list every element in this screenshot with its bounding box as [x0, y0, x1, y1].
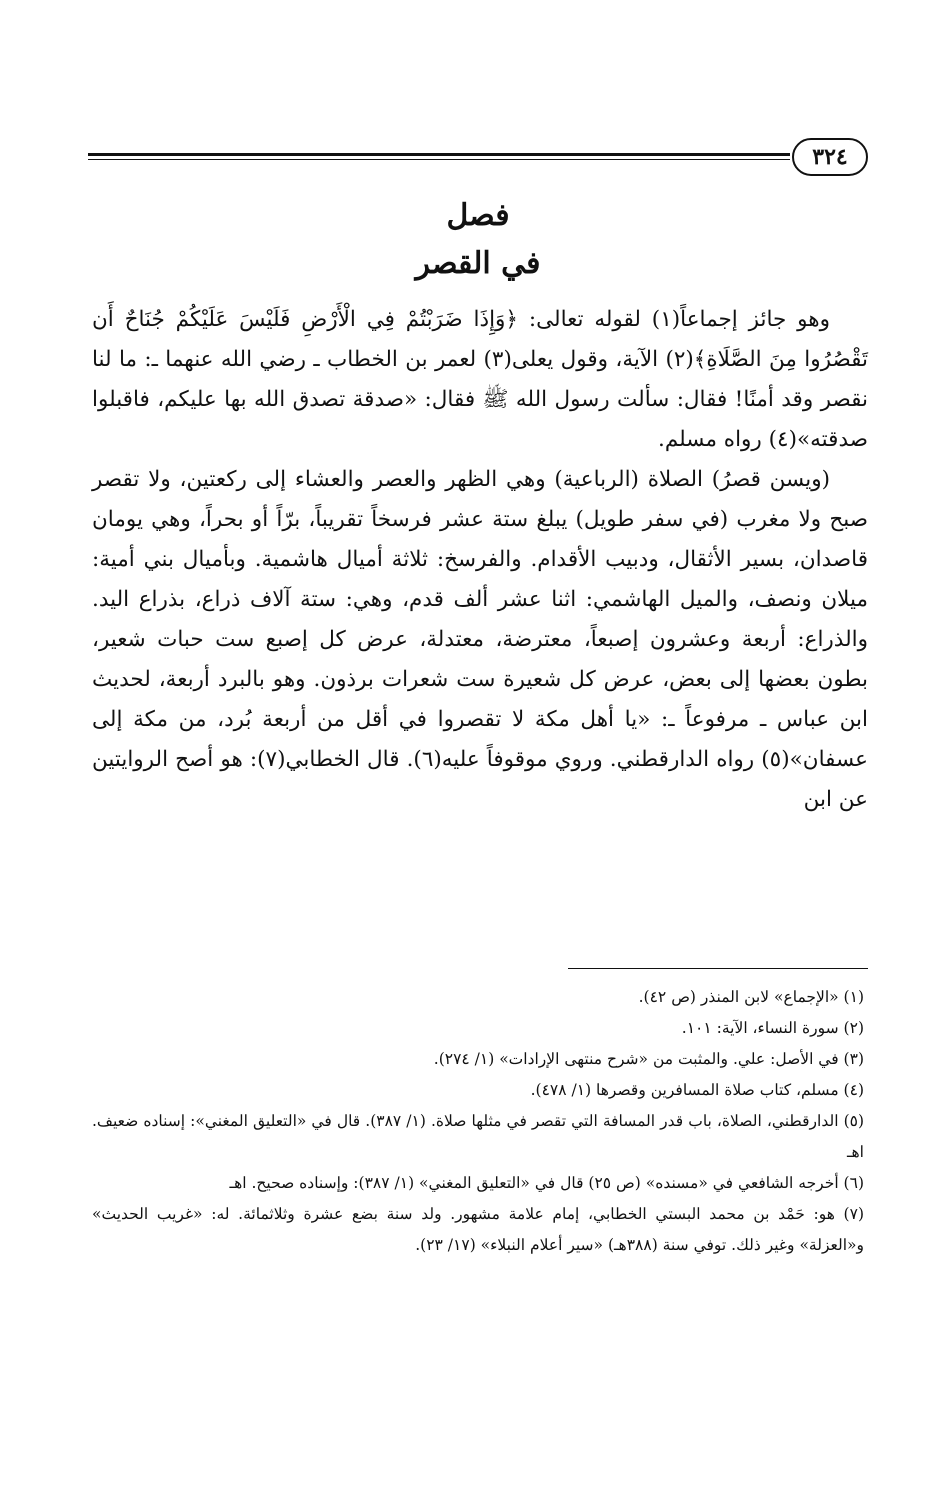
section-title: فصل: [446, 198, 510, 233]
footnote: (١) «الإجماع» لابن المنذر (ص ٤٢).: [638, 988, 864, 1006]
footnote: (٣) في الأصل: علي. والمثبت من «شرح منتهى الإرادات» (١/ ٢٧٤).: [433, 1050, 864, 1068]
footnote: (٧) هو: حَمْد بن محمد البستي الخطابي، إمام علامة مشهور. ولد سنة بضع عشرة وثلاثمائة. له: «غريب الحديث» و«العزلة» وغير ذلك. توفي سنة (٣٨٨هـ) «سير أعلام النبلاء» (١٧/ ٢٣).: [92, 1205, 864, 1254]
header-rule: [88, 153, 790, 156]
footnote: (٢) سورة النساء، الآية: ١٠١.: [681, 1019, 864, 1037]
paragraph: وهو جائز إجماعاً(١) لقوله تعالى: ﴿وَإِذَا ضَرَبْتُمْ فِي الْأَرْضِ فَلَيْسَ عَلَيْكُمْ جُنَاحٌ أَن تَقْصُرُوا مِنَ الصَّلَاةِ﴾(٢) الآية، وقول يعلى(٣) لعمر بن الخطاب ـ رضي الله عنهما ـ: ما لنا نقصر وقد أمنًا! فقال: سألت رسول الله ﷺ فقال: «صدقة تصدق الله بها عليكم، فاقبلوا صدقته»(٤) رواه مسلم.: [92, 307, 868, 452]
footnote: (٤) مسلم، كتاب صلاة المسافرين وقصرها (١/ ٤٧٨).: [530, 1081, 864, 1099]
footnotes: [92, 982, 868, 1261]
footnote: (٦) أخرجه الشافعي في «مسنده» (ص ٢٥) قال في «التعليق المغني» (١/ ٣٨٧): وإسناده صحيح. اهـ: [229, 1174, 864, 1192]
section-subtitle: في القصر: [415, 246, 541, 281]
paragraph: (ويسن قصرُ) الصلاة (الرباعية) وهي الظهر والعصر والعشاء إلى ركعتين، ولا تقصر صبح ولا مغرب (في سفر طويل) يبلغ ستة عشر فرسخاً تقريباً، برّاً أو بحراً، وهي يومان قاصدان، بسير الأثقال، ودبيب الأقدام. والفرسخ: ثلاثة أميال هاشمية. وبأميال بني أمية: ميلان ونصف، والميل الهاشمي: اثنا عشر ألف قدم، وهي: ستة آلاف ذراع، بذراع اليد. والذراع: أربعة وعشرون إصبعاً، معترضة، معتدلة، عرض كل إصبع ست حبات شعير، بطون بعضها إلى بعض، عرض كل شعيرة ست شعرات برذون. وهو بالبرد أربعة، لحديث ابن عباس ـ مرفوعاً ـ: «يا أهل مكة لا تقصروا في أقل من أربعة بُرد، من مكة إلى عسفان»(٥) رواه الدارقطني. وروي موقوفاً عليه(٦). قال الخطابي(٧): هو أصح الروايتين عن ابن: [92, 467, 869, 812]
page-header: [88, 136, 868, 182]
main-text: [92, 300, 868, 820]
footnote-separator: [568, 968, 868, 969]
footnote: (٥) الدارقطني، الصلاة، باب قدر المسافة التي تقصر في مثلها صلاة. (١/ ٣٨٧). قال في «التعليق المغني»: إسناده ضعيف. اهـ: [92, 1112, 865, 1161]
page-number: ٣٢٤: [792, 138, 868, 176]
header-rule-thin: [88, 159, 790, 160]
